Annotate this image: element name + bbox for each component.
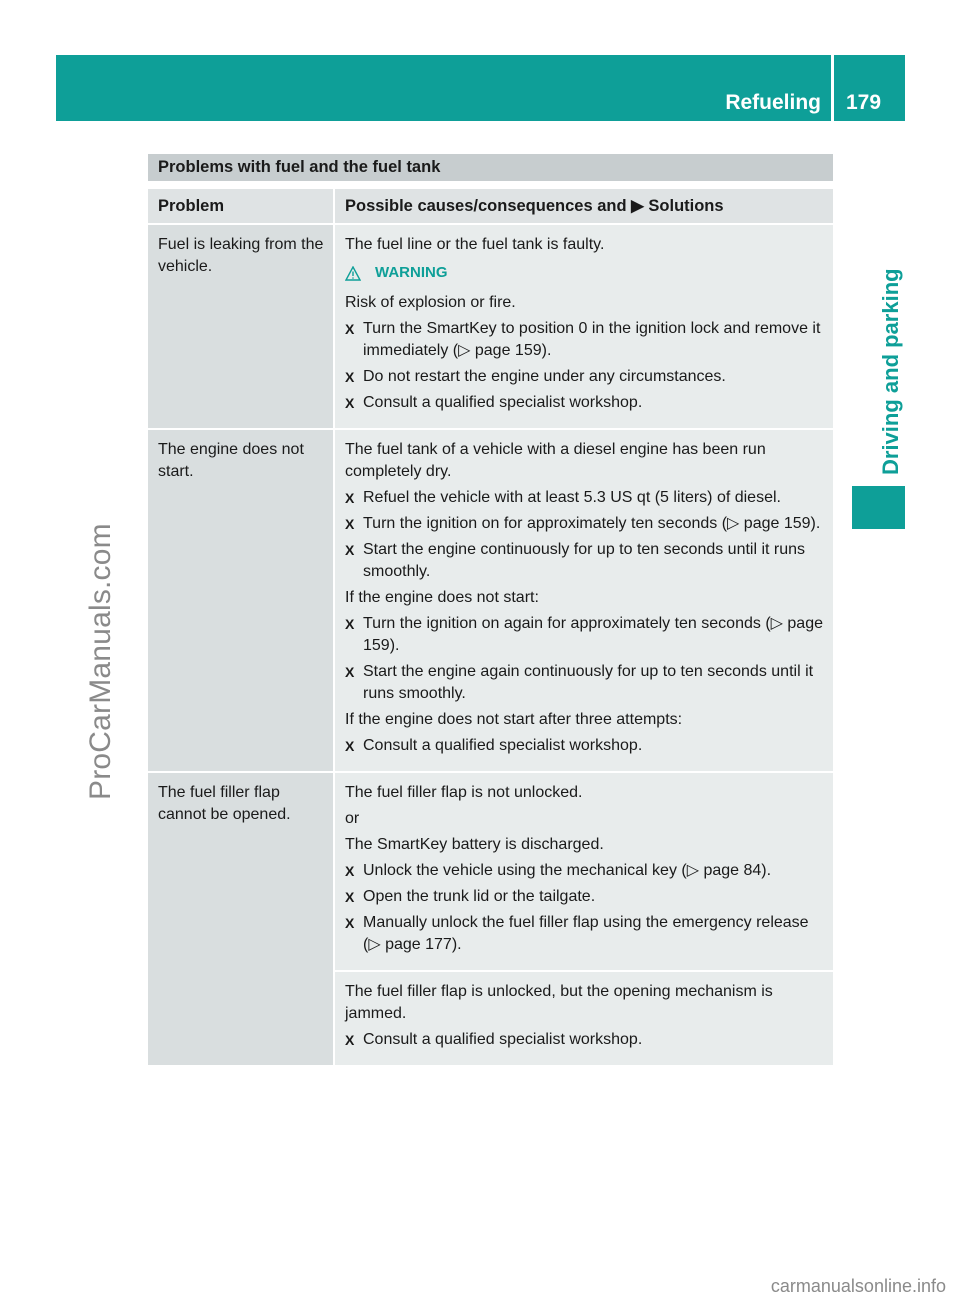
cause-text: The fuel tank of a vehicle with a diesel engine has been run completely dry. bbox=[345, 441, 766, 480]
header-divider bbox=[831, 55, 834, 121]
step-text: Do not restart the engine under any circumstances. bbox=[363, 368, 726, 385]
cause-block bbox=[335, 972, 833, 1065]
causes-cell bbox=[335, 430, 833, 771]
section-title: Refueling bbox=[725, 91, 821, 114]
cause-text: The fuel filler flap is not unlocked. bbox=[345, 784, 583, 801]
chapter-tab-label: Driving and parking bbox=[878, 268, 903, 475]
step-arrow-icon: X bbox=[345, 369, 355, 385]
cause-text: The fuel line or the fuel tank is faulty. bbox=[345, 236, 605, 253]
warning-triangle-icon bbox=[345, 266, 361, 281]
causes-cell bbox=[335, 225, 833, 428]
step-text: Start the engine again continuously for up to ten seconds until it runs smoothly. bbox=[363, 663, 814, 702]
cause-block bbox=[335, 225, 833, 428]
step-text: Turn the ignition on again for approximately ten seconds (▷ page 159). bbox=[363, 615, 823, 654]
page-header bbox=[56, 55, 905, 121]
or-text: or bbox=[345, 810, 360, 827]
table-header-row bbox=[148, 189, 833, 223]
table-row bbox=[148, 225, 833, 428]
step-text: Turn the SmartKey to position 0 in the ignition lock and remove it immediately (▷ page 159). bbox=[363, 320, 821, 359]
solution-step bbox=[345, 886, 827, 908]
cause-block bbox=[335, 773, 833, 970]
cause-text: The SmartKey battery is discharged. bbox=[345, 836, 604, 853]
step-text: Consult a qualified specialist workshop. bbox=[363, 737, 643, 754]
solution-step bbox=[345, 487, 827, 509]
table-row bbox=[148, 430, 833, 771]
step-arrow-icon: X bbox=[345, 738, 355, 754]
cause-block bbox=[335, 430, 833, 771]
step-text: Unlock the vehicle using the mechanical key (▷ page 84). bbox=[363, 862, 772, 879]
watermark-carmanualsonline: carmanualsonline.info bbox=[770, 1276, 946, 1296]
step-arrow-icon: X bbox=[345, 395, 355, 411]
solution-step bbox=[345, 912, 827, 956]
solution-step bbox=[345, 366, 827, 388]
table-row bbox=[148, 773, 833, 1065]
step-arrow-icon: X bbox=[345, 616, 355, 632]
chapter-tab-marker bbox=[852, 486, 905, 529]
step-arrow-icon: X bbox=[345, 664, 355, 680]
solution-step bbox=[345, 318, 827, 362]
causes-cell bbox=[335, 773, 833, 1065]
step-text: Consult a qualified specialist workshop. bbox=[363, 394, 643, 411]
solution-step bbox=[345, 613, 827, 657]
warning-text: Risk of explosion or fire. bbox=[345, 294, 516, 311]
step-arrow-icon: X bbox=[345, 1032, 355, 1048]
solution-step bbox=[345, 860, 827, 882]
step-arrow-icon: X bbox=[345, 915, 355, 931]
table-title: Problems with fuel and the fuel tank bbox=[148, 154, 833, 181]
solution-step bbox=[345, 735, 827, 757]
step-text: Start the engine continuously for up to ten seconds until it runs smoothly. bbox=[363, 541, 806, 580]
problems-table bbox=[148, 154, 833, 1067]
step-text: Manually unlock the fuel filler flap using the emergency release (▷ page 177). bbox=[363, 914, 809, 953]
warning-label: WARNING bbox=[375, 264, 448, 281]
column-header-causes: Possible causes/consequences and ▶ Solutions bbox=[335, 189, 833, 223]
step-text: Consult a qualified specialist workshop. bbox=[363, 1031, 643, 1048]
step-arrow-icon: X bbox=[345, 321, 355, 337]
step-arrow-icon: X bbox=[345, 889, 355, 905]
cause-text: The fuel filler flap is unlocked, but the opening mechanism is jammed. bbox=[345, 983, 773, 1022]
page-number: 179 bbox=[846, 91, 882, 114]
step-arrow-icon: X bbox=[345, 542, 355, 558]
cause-text: If the engine does not start: bbox=[345, 589, 539, 606]
step-text: Refuel the vehicle with at least 5.3 US qt (5 liters) of diesel. bbox=[363, 489, 781, 506]
watermark-procarmanuals: ProCarManuals.com bbox=[84, 523, 117, 800]
warning-heading bbox=[345, 262, 827, 284]
solution-step bbox=[345, 513, 827, 535]
step-arrow-icon: X bbox=[345, 516, 355, 532]
column-header-problem: Problem bbox=[148, 189, 333, 223]
solution-step bbox=[345, 1029, 827, 1051]
solution-step bbox=[345, 392, 827, 414]
problem-cell: Fuel is leaking from the vehicle. bbox=[148, 225, 333, 428]
problem-cell: The fuel filler flap cannot be opened. bbox=[148, 773, 333, 1065]
solution-step bbox=[345, 539, 827, 583]
step-text: Open the trunk lid or the tailgate. bbox=[363, 888, 596, 905]
problem-cell: The engine does not start. bbox=[148, 430, 333, 771]
step-arrow-icon: X bbox=[345, 863, 355, 879]
cause-text: If the engine does not start after three attempts: bbox=[345, 711, 683, 728]
step-text: Turn the ignition on for approximately ten seconds (▷ page 159). bbox=[363, 515, 821, 532]
solution-step bbox=[345, 661, 827, 705]
step-arrow-icon: X bbox=[345, 490, 355, 506]
